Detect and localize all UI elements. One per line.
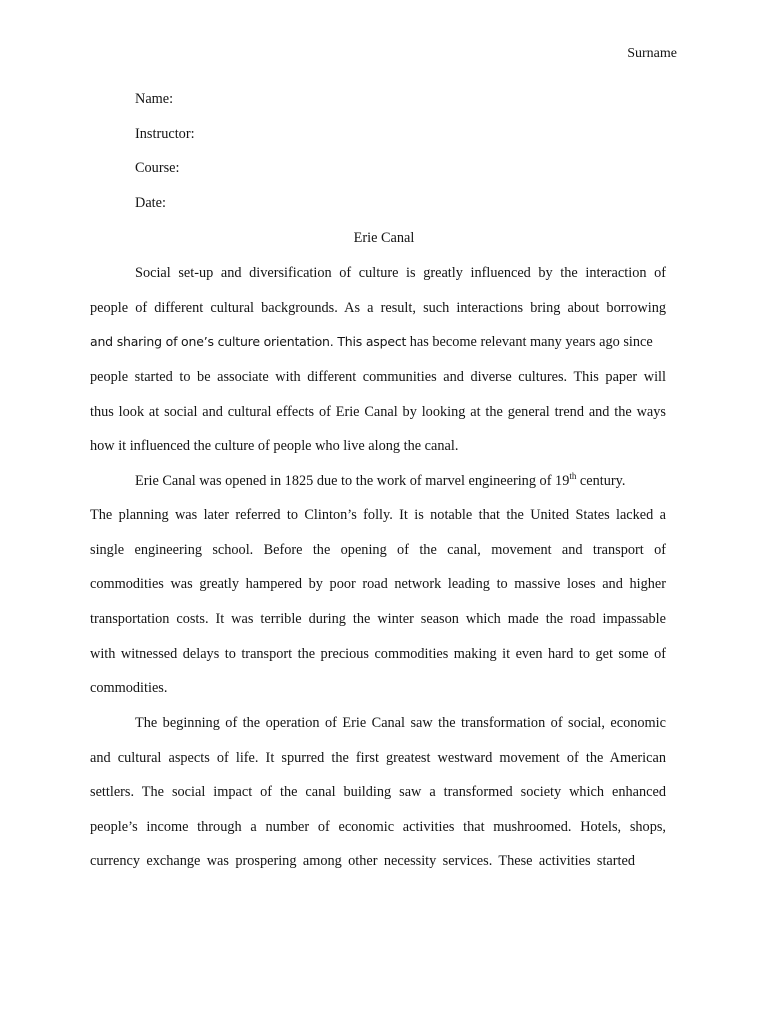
course-field-label: Course: [135,160,180,176]
paragraph-3-line-4: people’s income through a number of economic activities that mushroomed. Hotels, shops, [90,819,666,835]
paragraph-3-line-2: and cultural aspects of life. It spurred the first greatest westward movement of the American [90,750,666,766]
name-field-label: Name: [135,91,174,107]
paragraph-1-line-6: how it influenced the culture of people who live along the canal. [90,438,459,454]
paragraph-1-line-3-rest: has become relevant many years ago since [406,334,653,350]
paragraph-1-line-5: thus look at social and cultural effects of Erie Canal by looking at the general trend and the ways [90,404,666,420]
paragraph-1-line-3-sans: and sharing of one’s culture orientation. This aspect [90,334,407,349]
paragraph-2-line-1-text: Erie Canal was opened in 1825 due to the work of marvel engineering of 19 [135,473,570,489]
paragraph-3-line-3: settlers. The social impact of the canal building saw a transformed society which enhanced [90,784,666,800]
paragraph-1-line-3 [90,332,666,352]
paragraph-2-line-1 [135,471,625,491]
paragraph-1-line-2: people of different cultural backgrounds. As a result, such interactions bring about borrowing [90,300,666,316]
instructor-field-label: Instructor: [135,126,195,142]
paragraph-2-line-6: with witnessed delays to transport the precious commodities making it even hard to get some of [90,646,666,662]
paragraph-2-line-2: The planning was later referred to Clinton’s folly. It is notable that the United States lacked a [90,507,666,523]
paragraph-2-line-7: commodities. [90,680,168,696]
paragraph-3-line-1: The beginning of the operation of Erie Canal saw the transformation of social, economic [135,715,666,731]
paragraph-2-line-3: single engineering school. Before the opening of the canal, movement and transport of [90,542,666,558]
date-field-label: Date: [135,195,166,211]
paragraph-1-line-4: people started to be associate with different communities and diverse cultures. This paper will [90,369,666,385]
essay-title: Erie Canal [353,230,415,246]
header-surname: Surname [627,46,677,61]
paragraph-2-line-4: commodities was greatly hampered by poor road network leading to massive loses and higher [90,576,666,592]
paragraph-2-line-5: transportation costs. It was terrible during the winter season which made the road impassable [90,611,666,627]
paragraph-1-line-1: Social set-up and diversification of culture is greatly influenced by the interaction of [135,265,666,281]
paragraph-2-superscript: th [569,471,577,482]
paragraph-2-line-1-end: century. [576,473,626,489]
paragraph-3-line-5: currency exchange was prospering among other necessity services. These activities started [90,853,635,869]
